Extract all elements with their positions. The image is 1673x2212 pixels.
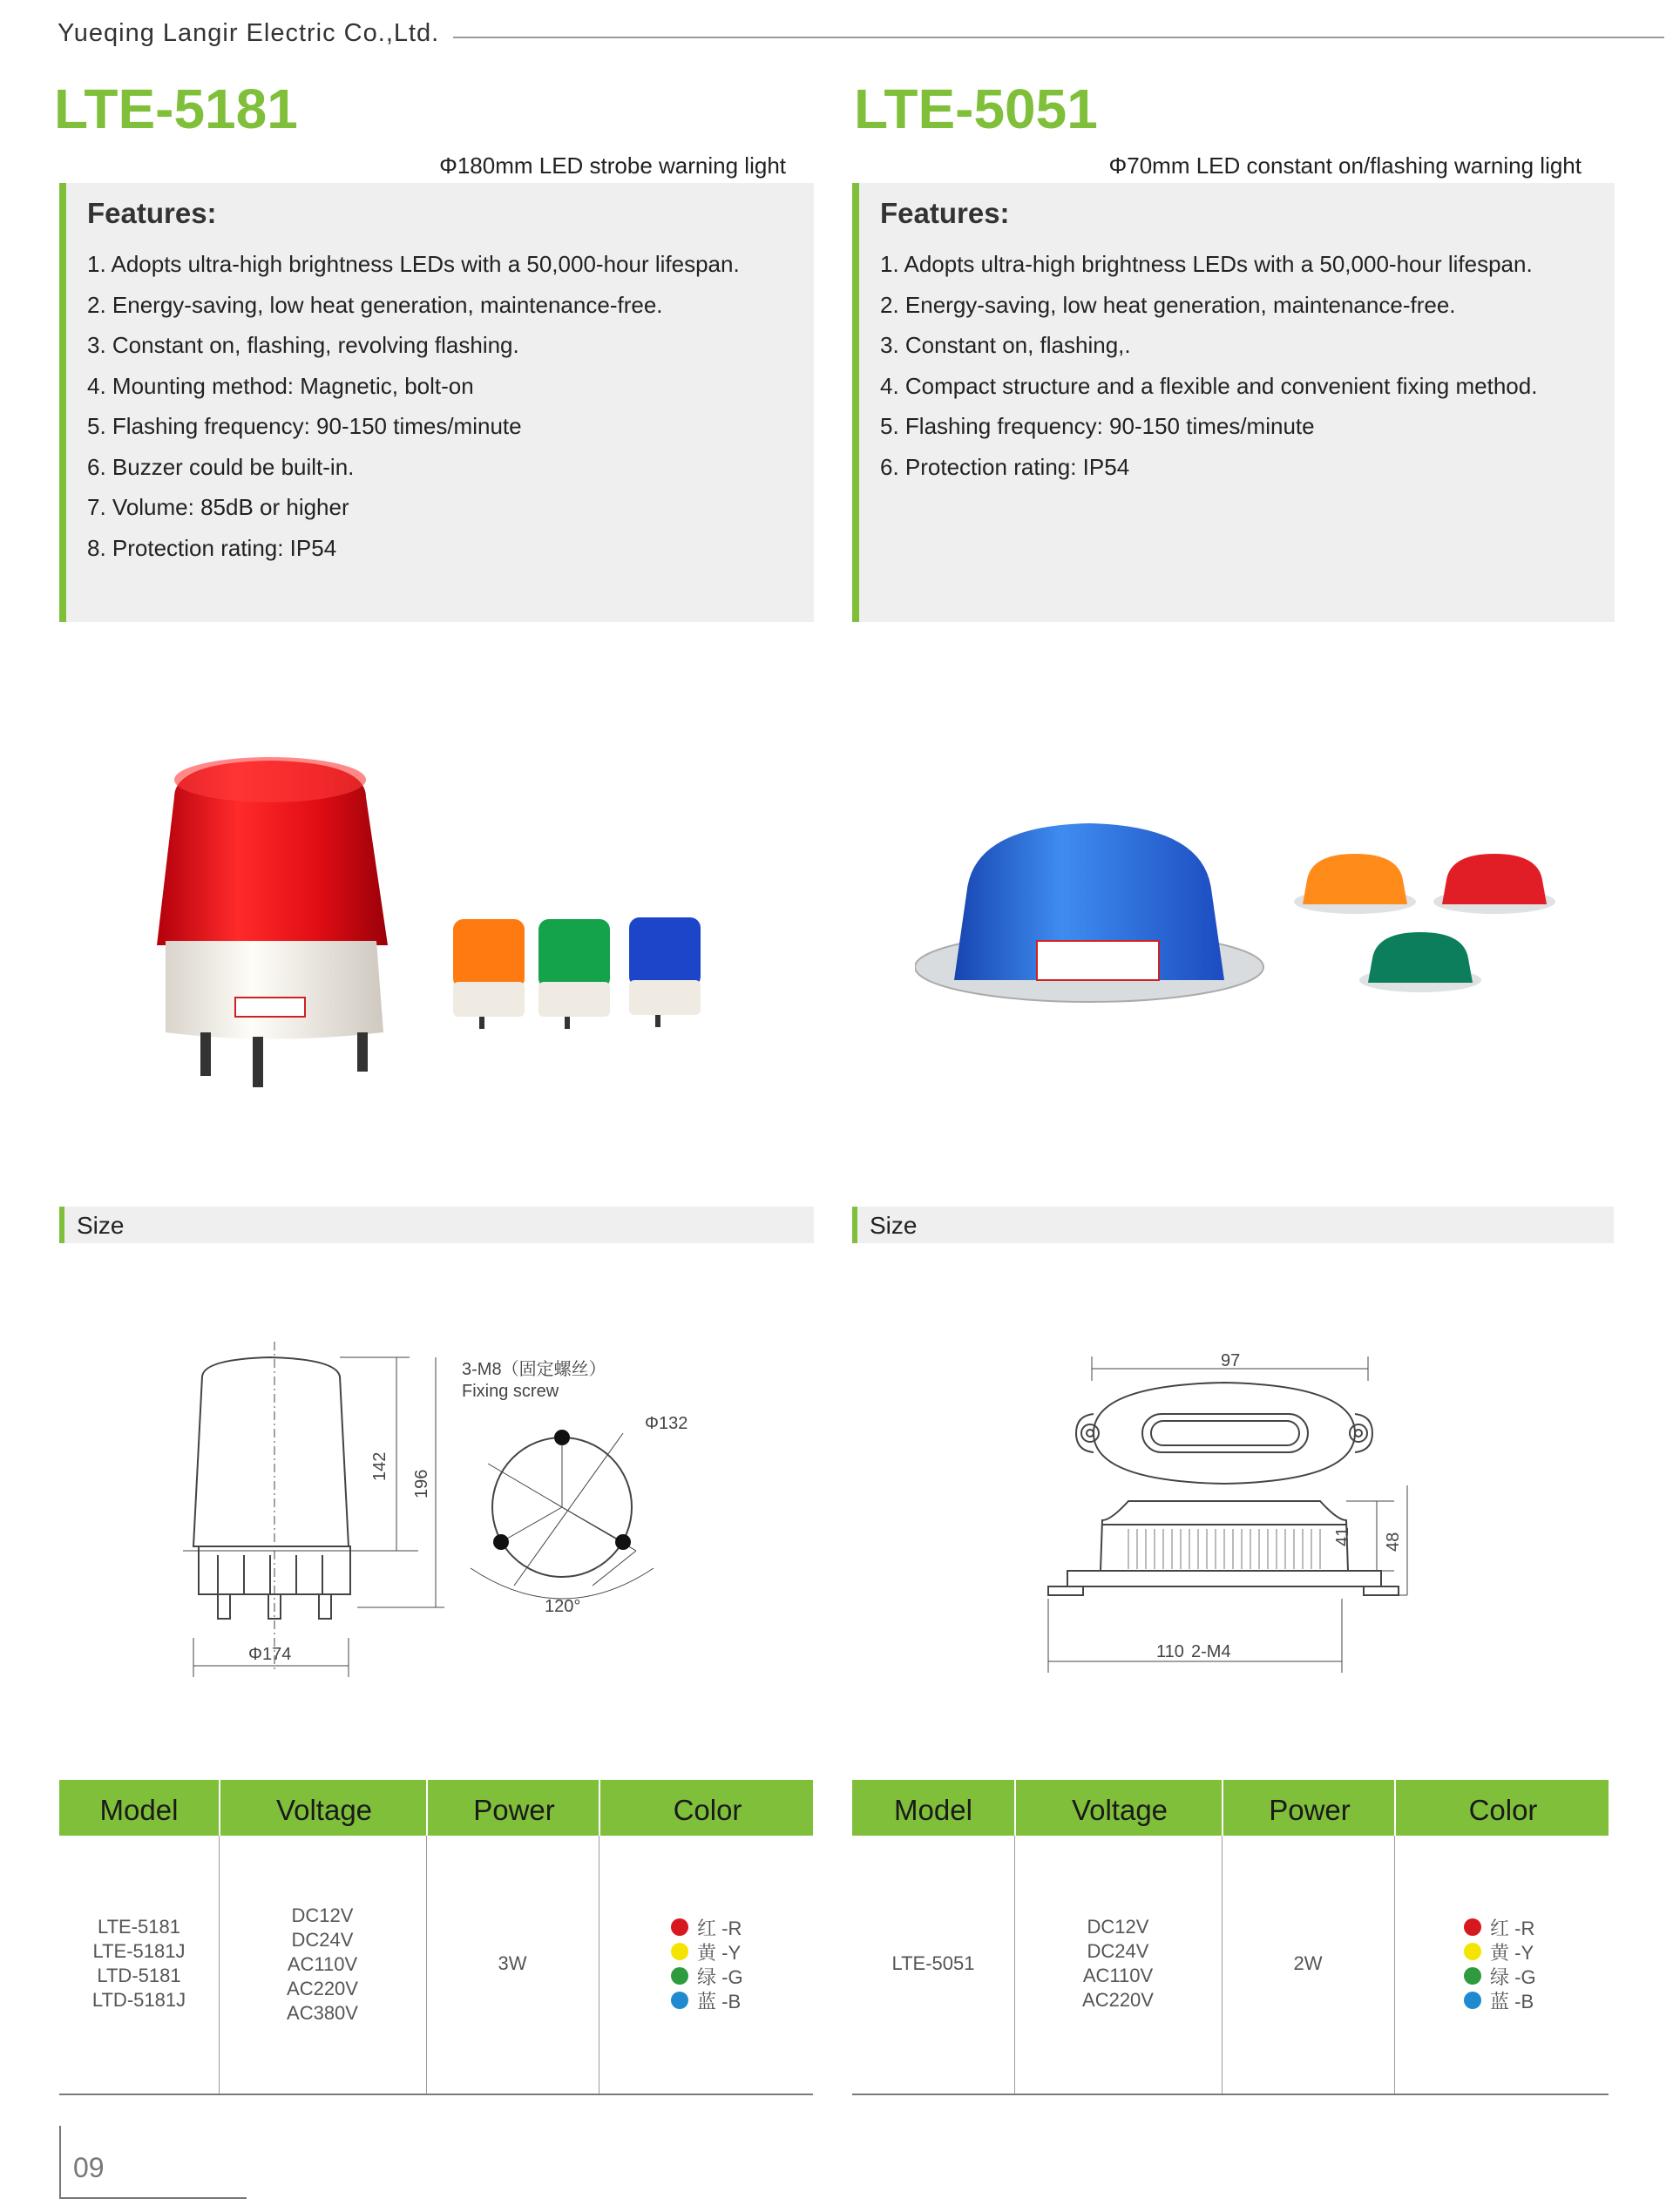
color-option: 绿 -G [671, 1964, 743, 1988]
product-photo-lte5181 [148, 745, 723, 1111]
voltage-cell [1014, 1915, 1222, 2012]
feature-item: 4. Mounting method: Magnetic, bolt-on [87, 372, 474, 399]
voltage-value: DC24V [291, 1929, 354, 1951]
product-photo-lte5051 [915, 810, 1568, 1037]
voltage-cell [219, 1904, 426, 2026]
color-option: 蓝 -B [671, 1988, 743, 2012]
feature-item: 1. Adopts ultra-high brightness LEDs with a 50,000-hour lifespan. [87, 251, 740, 277]
blue-dot-icon [671, 1992, 688, 2009]
model-value: LTD-5181 [97, 1965, 181, 1986]
page-corner-line [59, 2197, 247, 2199]
model-cell [59, 1915, 219, 2012]
model-value: LTE-5051 [891, 1952, 975, 1974]
size-heading: Size [77, 1212, 125, 1239]
voltage-value: AC220V [287, 1978, 358, 1999]
column-header-color: Color [599, 1780, 815, 1836]
model-value: LTE-5181J [92, 1940, 186, 1962]
dim-body-height: 41 [1333, 1526, 1352, 1546]
page-number: 09 [73, 2152, 105, 2183]
size-section-bar [59, 1207, 814, 1243]
feature-item: 7. Volume: 85dB or higher [87, 494, 349, 520]
voltage-value: AC110V [1082, 1965, 1154, 1986]
column-header-model: Model [894, 1794, 972, 1826]
product-model-title: LTE-5181 [54, 78, 298, 140]
dim-body-height: 142 [370, 1451, 389, 1481]
voltage-value: DC12V [1087, 1916, 1149, 1938]
table-bottom-rule [59, 2094, 813, 2095]
red-dot-icon [671, 1918, 688, 1936]
model-value: LTE-5181 [98, 1916, 180, 1938]
fixing-screw-label-en: Fixing screw [462, 1382, 559, 1401]
green-dot-icon [671, 1967, 688, 1985]
features-heading: Features: [880, 197, 1010, 229]
column-header-model: Model [99, 1794, 179, 1826]
product-subtitle: Φ70mm LED constant on/flashing warning light [1108, 152, 1582, 179]
column-header-color: Color [1394, 1780, 1610, 1836]
size-section-bar [852, 1207, 1614, 1243]
column-header-voltage: Voltage [1014, 1780, 1223, 1836]
power-value: 3W [498, 1952, 527, 1974]
color-option: 黄 -Y [671, 1939, 743, 1964]
voltage-value: DC12V [291, 1904, 354, 1926]
feature-item: 5. Flashing frequency: 90-150 times/minute [87, 413, 522, 439]
feature-item: 8. Protection rating: IP54 [87, 534, 337, 561]
voltage-value: DC24V [1087, 1940, 1149, 1962]
voltage-value: AC380V [287, 2002, 358, 2024]
column-header-power: Power [1222, 1780, 1396, 1836]
model-value: LTD-5181J [91, 1989, 186, 2011]
yellow-dot-icon [671, 1943, 688, 1960]
feature-item: 6. Buzzer could be built-in. [87, 453, 355, 480]
color-option: 蓝 -B [1464, 1988, 1536, 2012]
column-header-power: Power [426, 1780, 600, 1836]
product-model-title: LTE-5051 [854, 78, 1098, 140]
page-corner-line [59, 2126, 61, 2199]
color-option: 红 -R [1464, 1915, 1536, 1939]
features-panel [852, 183, 1615, 622]
dim-top-width: 97 [1221, 1351, 1241, 1370]
dim-body-diameter: Φ174 [248, 1645, 292, 1664]
voltage-value: AC110V [287, 1953, 358, 1975]
feature-item: 5. Flashing frequency: 90-150 times/minute [880, 413, 1315, 439]
dimension-drawing-lte5051 [1041, 1346, 1425, 1695]
company-name: Yueqing Langir Electric Co.,Ltd. [58, 19, 440, 47]
dim-total-height: 48 [1384, 1532, 1403, 1552]
feature-item: 1. Adopts ultra-high brightness LEDs with a 50,000-hour lifespan. [880, 251, 1533, 277]
features-list [66, 244, 740, 568]
feature-item: 4. Compact structure and a flexible and convenient fixing method. [880, 372, 1538, 399]
dim-circle: Φ132 [645, 1414, 688, 1433]
spec-table-header [59, 1780, 813, 1836]
red-dot-icon [1464, 1918, 1481, 1936]
dim-base-width: 110 [1156, 1642, 1184, 1661]
feature-item: 6. Protection rating: IP54 [880, 453, 1130, 480]
column-header-voltage: Voltage [219, 1780, 428, 1836]
spec-table-header [852, 1780, 1609, 1836]
features-panel [59, 183, 814, 622]
voltage-value: AC220V [1082, 1989, 1154, 2011]
feature-item: 3. Constant on, flashing, revolving flashing. [87, 332, 519, 358]
color-option: 红 -R [671, 1915, 743, 1939]
color-option: 黄 -Y [1464, 1939, 1536, 1964]
product-subtitle: Φ180mm LED strobe warning light [439, 152, 786, 179]
color-cell [1464, 1915, 1536, 2012]
dim-total-height: 196 [412, 1469, 431, 1498]
feature-item: 2. Energy-saving, low heat generation, maintenance-free. [880, 291, 1456, 318]
header-divider [453, 37, 1664, 38]
fixing-screw-label-cn: 3-M8（固定螺丝） [462, 1360, 606, 1379]
features-heading: Features: [87, 197, 217, 229]
table-divider [1394, 1836, 1395, 2094]
dim-screw: 2-M4 [1191, 1642, 1231, 1661]
color-option: 绿 -G [1464, 1964, 1536, 1988]
feature-item: 3. Constant on, flashing,. [880, 332, 1131, 358]
power-value: 2W [1293, 1952, 1323, 1974]
blue-dot-icon [1464, 1992, 1481, 2009]
dimension-drawing-lte5181 [183, 1342, 723, 1681]
size-heading: Size [870, 1212, 918, 1239]
table-bottom-rule [852, 2094, 1609, 2095]
features-list [859, 244, 1537, 487]
yellow-dot-icon [1464, 1943, 1481, 1960]
green-dot-icon [1464, 1967, 1481, 1985]
dim-angle: 120° [545, 1597, 581, 1616]
color-cell [671, 1915, 743, 2012]
feature-item: 2. Energy-saving, low heat generation, maintenance-free. [87, 291, 663, 318]
